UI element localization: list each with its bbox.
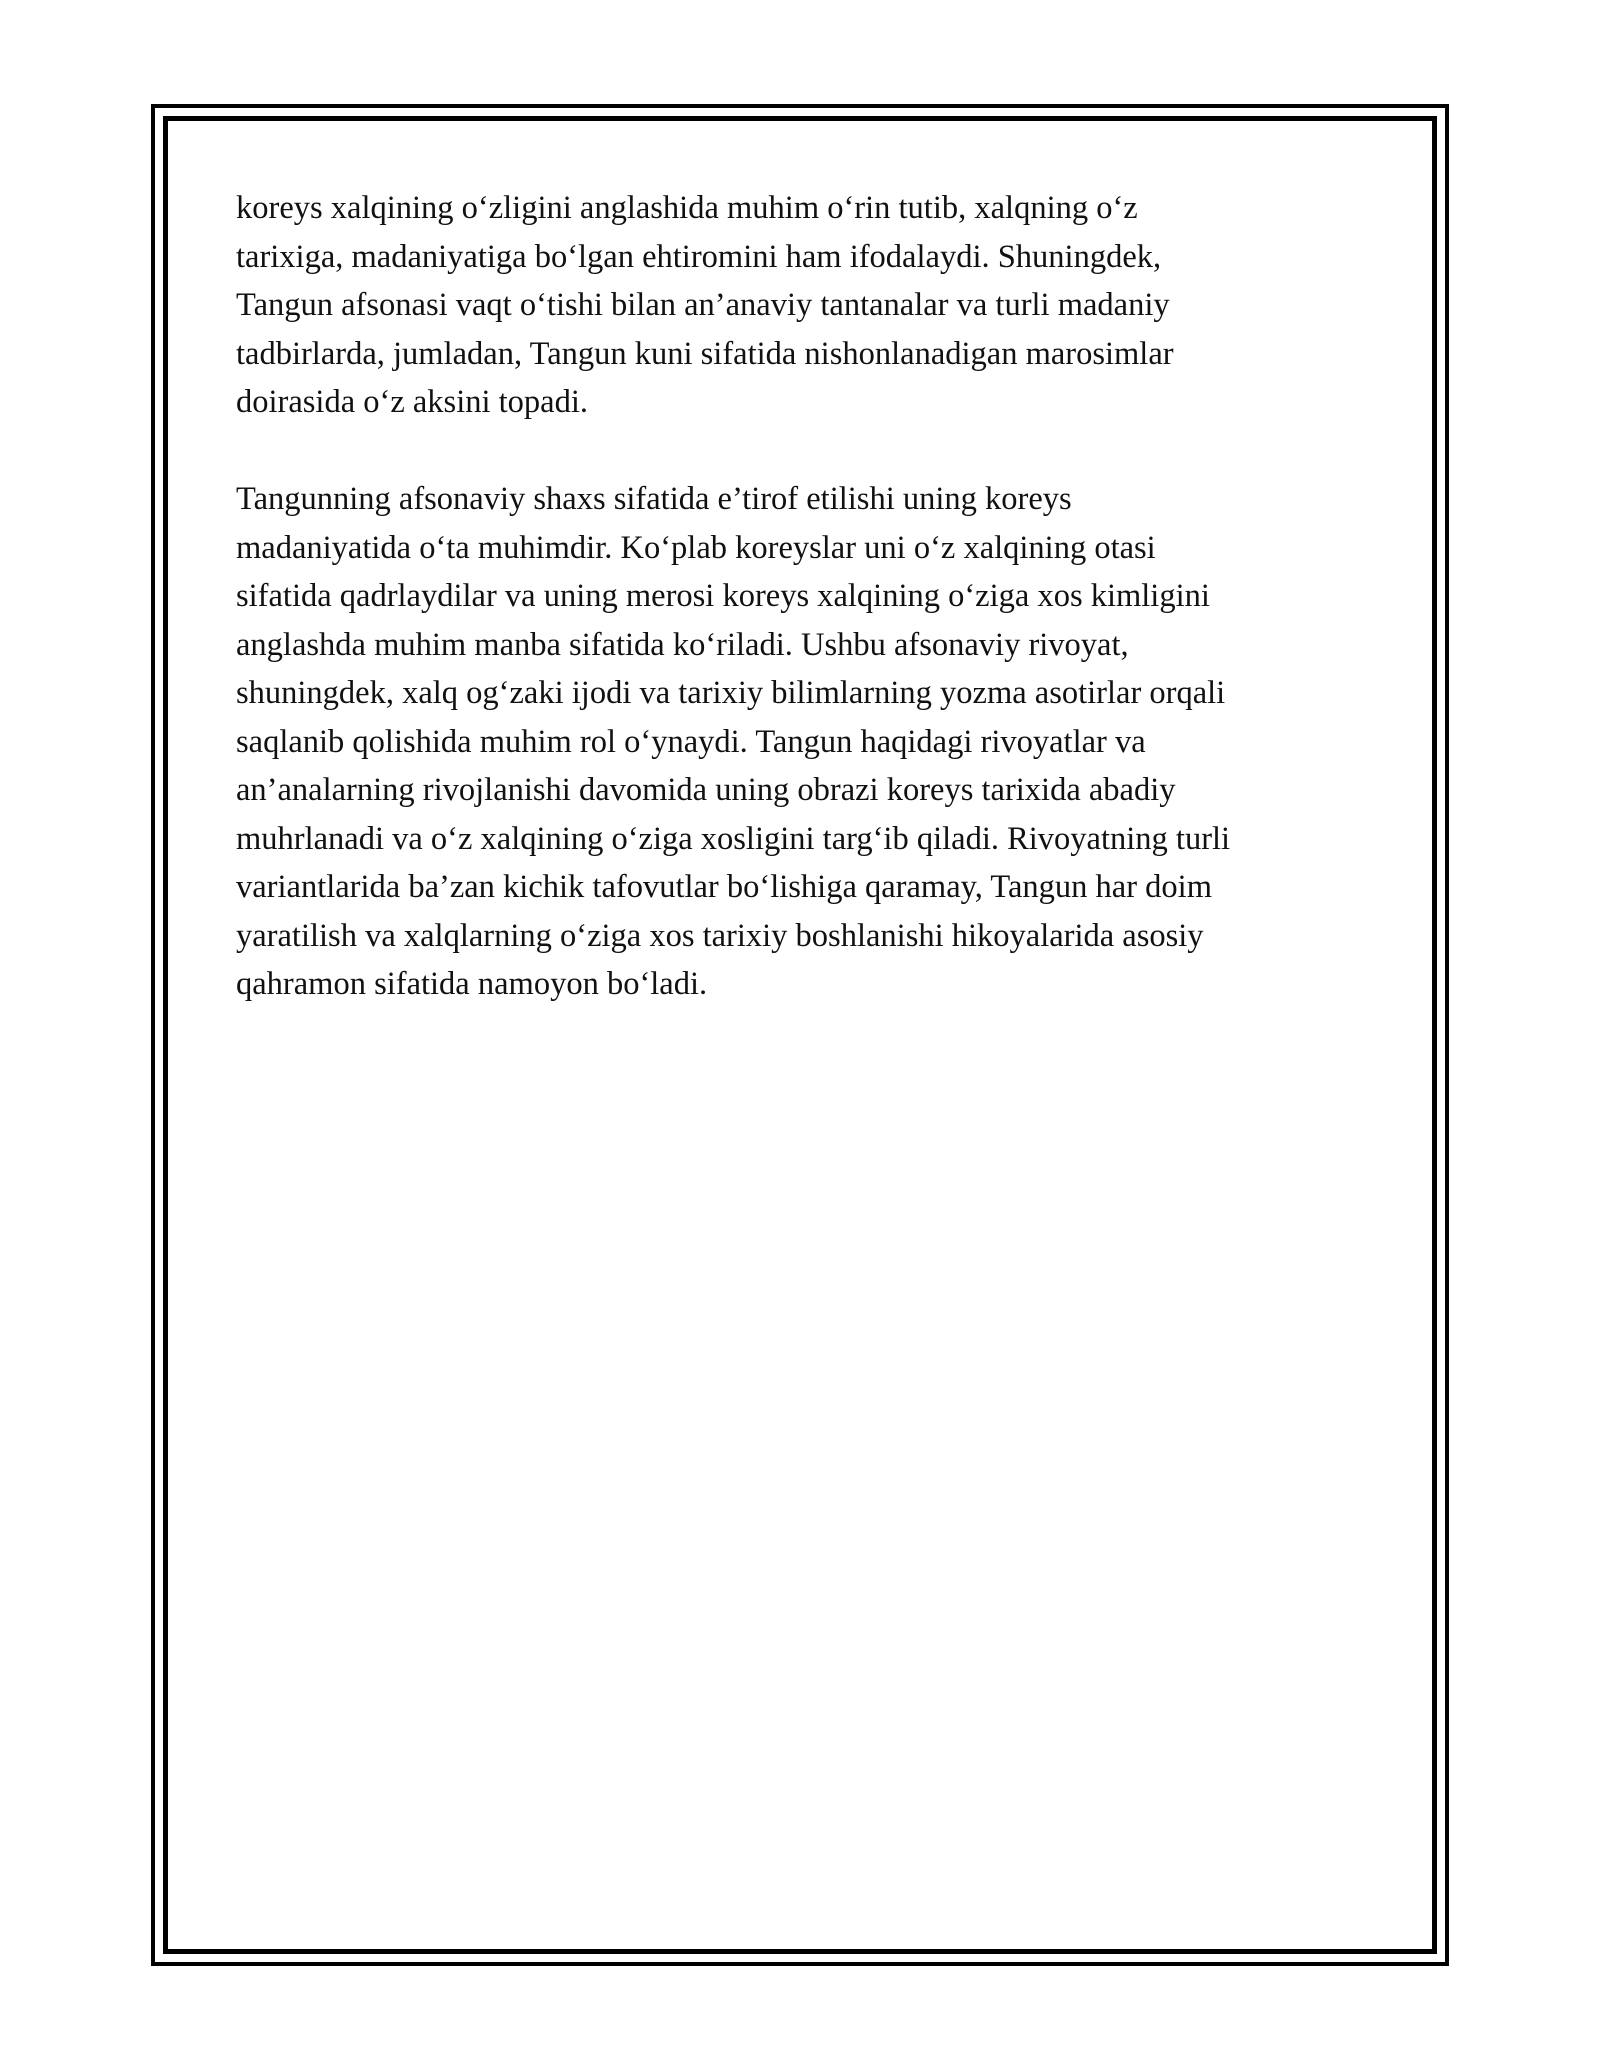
text-line: tadbirlarda, jumladan, Tangun kuni sifatida nishonlanadigan marosimlar xyxy=(236,335,1174,372)
text-line: Tangunning afsonaviy shaxs sifatida e’tirof etilishi uning koreys xyxy=(236,481,1072,517)
text-line: sifatida qadrlaydilar va uning merosi koreys xalqining o‘ziga xos kimligini xyxy=(236,578,1210,614)
paragraph-1 xyxy=(236,184,1386,427)
document-body xyxy=(236,184,1386,1057)
text-line: shuningdek, xalq og‘zaki ijodi va tarixiy bilimlarning yozma asotirlar orqali xyxy=(236,675,1226,711)
text-line: doirasida o‘z aksini topadi. xyxy=(236,384,588,420)
text-line: koreys xalqining o‘zligini anglashida muhim o‘rin tutib, xalqning o‘z xyxy=(236,190,1138,226)
text-line: an’analarning rivojlanishi davomida uning obrazi koreys tarixida abadiy xyxy=(236,772,1176,808)
text-line: qahramon sifatida namoyon bo‘ladi. xyxy=(236,966,708,1002)
text-line: muhrlanadi va o‘z xalqining o‘ziga xosligini targ‘ib qiladi. Rivoyatning turli xyxy=(236,820,1231,857)
text-line: madaniyatida o‘ta muhimdir. Ko‘plab koreyslar uni o‘z xalqining otasi xyxy=(236,529,1156,566)
text-line: yaratilish va xalqlarning o‘ziga xos tarixiy boshlanishi hikoyalarida asosiy xyxy=(236,917,1204,954)
paragraph-2 xyxy=(236,475,1386,1009)
text-line: Tangun afsonasi vaqt o‘tishi bilan an’anaviy tantanalar va turli madaniy xyxy=(236,287,1170,323)
text-line: anglashda muhim manba sifatida ko‘riladi. Ushbu afsonaviy rivoyat, xyxy=(236,626,1129,663)
text-line: saqlanib qolishida muhim rol o‘ynaydi. Tangun haqidagi rivoyatlar va xyxy=(236,723,1146,760)
text-line: tarixiga, madaniyatiga bo‘lgan ehtiromini ham ifodalaydi. Shuningdek, xyxy=(236,238,1162,275)
text-line: variantlarida ba’zan kichik tafovutlar bo‘lishiga qaramay, Tangun har doim xyxy=(236,869,1212,905)
